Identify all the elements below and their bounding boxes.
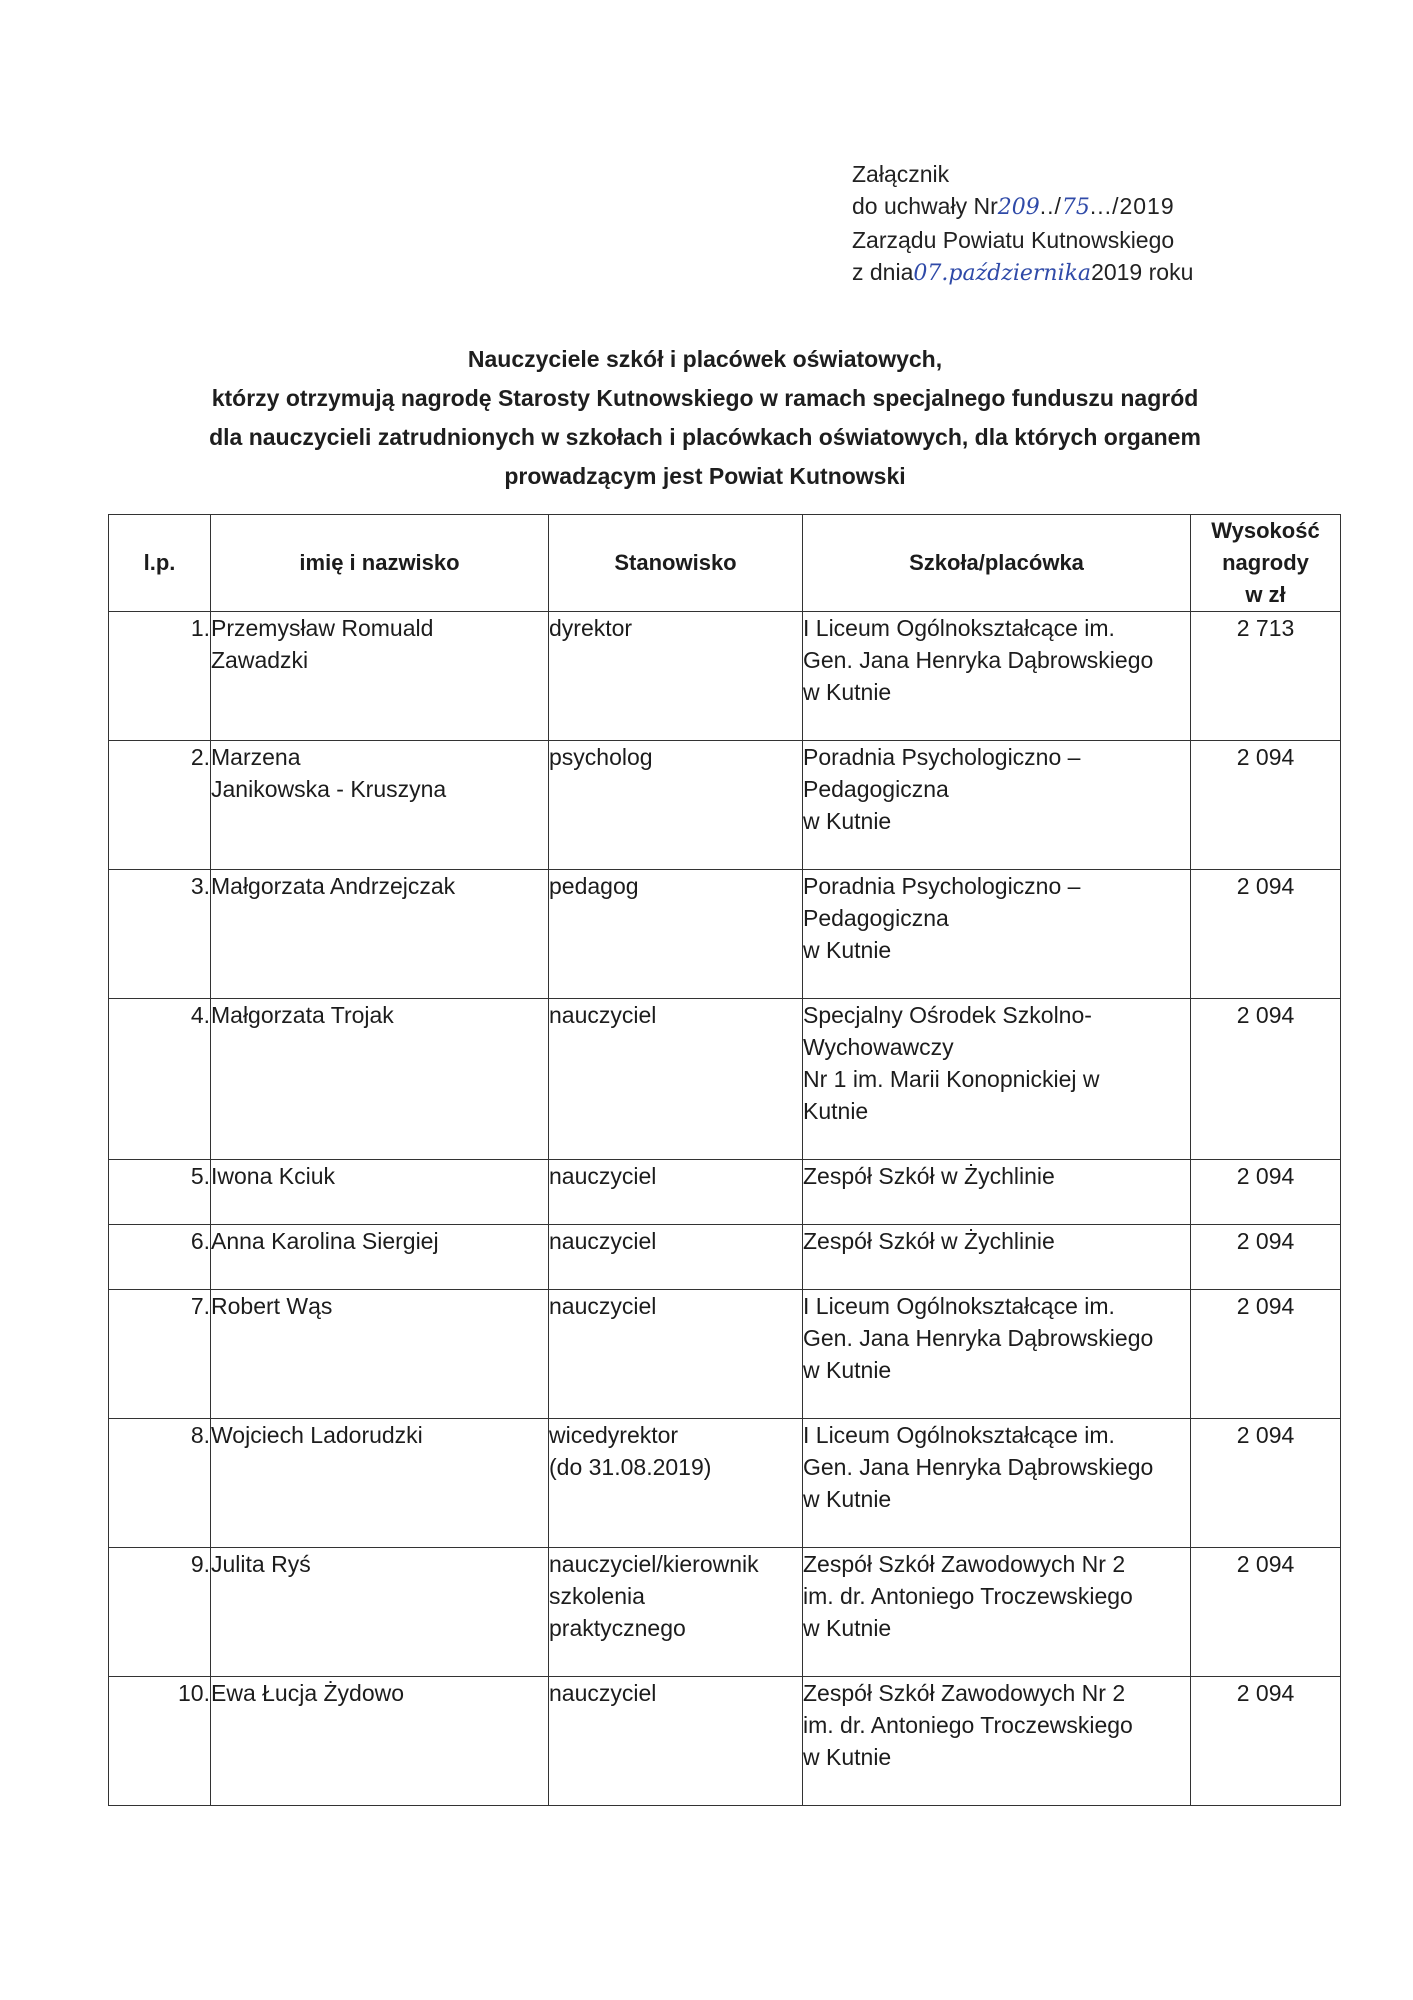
position-line: nauczyciel [549, 1163, 657, 1189]
position-line: szkolenia [549, 1583, 645, 1609]
attachment-header [852, 158, 1193, 290]
cell-lp: 6. [109, 1225, 211, 1290]
table-row [109, 1290, 1341, 1419]
position-line: psycholog [549, 744, 653, 770]
header-position: Stanowisko [549, 515, 803, 612]
table-row [109, 1160, 1341, 1225]
school-line: Gen. Jana Henryka Dąbrowskiego [803, 1325, 1154, 1351]
date-prefix: z dnia [852, 259, 914, 285]
position-line: nauczyciel [549, 1680, 657, 1706]
school-line: w Kutnie [803, 1486, 892, 1512]
name-line: Przemysław Romuald [211, 615, 434, 641]
school-line: Zespół Szkół Zawodowych Nr 2 [803, 1551, 1126, 1577]
cell-position [549, 612, 803, 741]
cell-position [549, 1225, 803, 1290]
cell-amount: 2 094 [1191, 870, 1341, 999]
name-line: Marzena [211, 744, 301, 770]
cell-amount: 2 094 [1191, 999, 1341, 1160]
cell-lp: 7. [109, 1290, 211, 1419]
header-amount-line-3: w zł [1245, 582, 1286, 607]
handwritten-session-number: 75 [1061, 195, 1090, 220]
cell-name [211, 870, 549, 999]
handwritten-resolution-number: 209 [997, 195, 1040, 220]
cell-school [803, 1160, 1191, 1225]
title-line-4: prowadzącym jest Powiat Kutnowski [504, 463, 906, 489]
cell-lp: 9. [109, 1548, 211, 1677]
cell-school [803, 870, 1191, 999]
name-line: Anna Karolina Siergiej [211, 1228, 439, 1254]
table-row [109, 1419, 1341, 1548]
cell-school [803, 1548, 1191, 1677]
table-row [109, 1548, 1341, 1677]
name-line: Małgorzata Trojak [211, 1002, 394, 1028]
cell-name [211, 1290, 549, 1419]
resolution-separator: ../ [1039, 193, 1062, 219]
school-line: I Liceum Ogólnokształcące im. [803, 1422, 1115, 1448]
name-line: Małgorzata Andrzejczak [211, 873, 456, 899]
resolution-prefix: do uchwały Nr [852, 193, 998, 219]
cell-name [211, 1677, 549, 1806]
cell-lp: 4. [109, 999, 211, 1160]
school-line: Kutnie [803, 1098, 869, 1124]
handwritten-date: 07.października [913, 261, 1092, 286]
attachment-label: Załącznik [852, 161, 950, 187]
school-line: im. dr. Antoniego Troczewskiego [803, 1712, 1133, 1738]
title-line-1: Nauczyciele szkół i placówek oświatowych, [467, 346, 943, 372]
table-row [109, 1677, 1341, 1806]
school-line: w Kutnie [803, 808, 892, 834]
position-line: nauczyciel [549, 1002, 657, 1028]
cell-lp: 3. [109, 870, 211, 999]
position-line: (do 31.08.2019) [549, 1454, 712, 1480]
school-line: Gen. Jana Henryka Dąbrowskiego [803, 1454, 1154, 1480]
cell-position [549, 1677, 803, 1806]
school-line: Pedagogiczna [803, 905, 949, 931]
cell-lp: 1. [109, 612, 211, 741]
school-line: I Liceum Ogólnokształcące im. [803, 615, 1115, 641]
cell-position [549, 870, 803, 999]
title-line-2: którzy otrzymują nagrodę Starosty Kutnowskiego w ramach specjalnego funduszu nagród [211, 385, 1199, 411]
school-line: Zespół Szkół Zawodowych Nr 2 [803, 1680, 1126, 1706]
school-line: w Kutnie [803, 679, 892, 705]
cell-name [211, 741, 549, 870]
school-line: Nr 1 im. Marii Konopnickiej w [803, 1066, 1100, 1092]
header-school: Szkoła/placówka [803, 515, 1191, 612]
position-line: nauczyciel [549, 1293, 657, 1319]
school-line: Wychowawczy [803, 1034, 954, 1060]
school-line: Specjalny Ośrodek Szkolno- [803, 1002, 1092, 1028]
cell-name [211, 999, 549, 1160]
board-name: Zarządu Powiatu Kutnowskiego [852, 227, 1175, 253]
name-line: Ewa Łucja Żydowo [211, 1680, 405, 1706]
cell-lp: 5. [109, 1160, 211, 1225]
school-line: Poradnia Psychologiczno – [803, 873, 1081, 899]
cell-amount: 2 094 [1191, 1160, 1341, 1225]
cell-name [211, 1548, 549, 1677]
school-line: im. dr. Antoniego Troczewskiego [803, 1583, 1133, 1609]
school-line: w Kutnie [803, 1357, 892, 1383]
cell-position [549, 1160, 803, 1225]
title-line-3: dla nauczycieli zatrudnionych w szkołach i placówkach oświatowych, dla których organem [209, 424, 1201, 450]
cell-school [803, 612, 1191, 741]
cell-position [549, 1290, 803, 1419]
header-amount-line-1: Wysokość [1211, 518, 1320, 543]
document-title [150, 340, 1260, 496]
cell-amount: 2 094 [1191, 741, 1341, 870]
cell-amount: 2 094 [1191, 1290, 1341, 1419]
school-line: w Kutnie [803, 1744, 892, 1770]
school-line: Zespół Szkół w Żychlinie [803, 1163, 1055, 1189]
position-line: praktycznego [549, 1615, 686, 1641]
table-row [109, 612, 1341, 741]
name-line: Robert Wąs [211, 1293, 333, 1319]
cell-amount: 2 094 [1191, 1419, 1341, 1548]
resolution-number-line [852, 190, 1193, 224]
cell-school [803, 1419, 1191, 1548]
position-line: nauczyciel [549, 1228, 657, 1254]
cell-position [549, 999, 803, 1160]
cell-school [803, 999, 1191, 1160]
school-line: Poradnia Psychologiczno – [803, 744, 1081, 770]
table-row [109, 741, 1341, 870]
cell-name [211, 1419, 549, 1548]
position-line: dyrektor [549, 615, 633, 641]
header-amount [1191, 515, 1341, 612]
cell-school [803, 1290, 1191, 1419]
header-name: imię i nazwisko [211, 515, 549, 612]
table-row [109, 870, 1341, 999]
date-line [852, 256, 1193, 290]
cell-name [211, 1160, 549, 1225]
cell-amount: 2 094 [1191, 1225, 1341, 1290]
position-line: pedagog [549, 873, 639, 899]
table-header-row [109, 515, 1341, 612]
school-line: w Kutnie [803, 937, 892, 963]
date-suffix: 2019 roku [1091, 259, 1194, 285]
cell-name [211, 612, 549, 741]
cell-lp: 2. [109, 741, 211, 870]
cell-position [549, 1548, 803, 1677]
header-amount-line-2: nagrody [1222, 550, 1309, 575]
name-line: Iwona Kciuk [211, 1163, 336, 1189]
table-row [109, 999, 1341, 1160]
header-lp: l.p. [109, 515, 211, 612]
name-line: Wojciech Ladorudzki [211, 1422, 423, 1448]
school-line: w Kutnie [803, 1615, 892, 1641]
awards-table [108, 514, 1341, 1806]
cell-amount: 2 094 [1191, 1677, 1341, 1806]
school-line: I Liceum Ogólnokształcące im. [803, 1293, 1115, 1319]
cell-position [549, 1419, 803, 1548]
cell-name [211, 1225, 549, 1290]
school-line: Pedagogiczna [803, 776, 949, 802]
cell-lp: 10. [109, 1677, 211, 1806]
cell-amount: 2 094 [1191, 1548, 1341, 1677]
cell-position [549, 741, 803, 870]
cell-school [803, 1225, 1191, 1290]
name-line: Janikowska - Kruszyna [211, 776, 447, 802]
cell-amount: 2 713 [1191, 612, 1341, 741]
name-line: Zawadzki [211, 647, 309, 673]
school-line: Zespół Szkół w Żychlinie [803, 1228, 1055, 1254]
cell-school [803, 1677, 1191, 1806]
cell-school [803, 741, 1191, 870]
table-row [109, 1225, 1341, 1290]
position-line: wicedyrektor [549, 1422, 679, 1448]
school-line: Gen. Jana Henryka Dąbrowskiego [803, 647, 1154, 673]
resolution-year: .../2019 [1089, 193, 1175, 219]
cell-lp: 8. [109, 1419, 211, 1548]
position-line: nauczyciel/kierownik [549, 1551, 759, 1577]
name-line: Julita Ryś [211, 1551, 311, 1577]
